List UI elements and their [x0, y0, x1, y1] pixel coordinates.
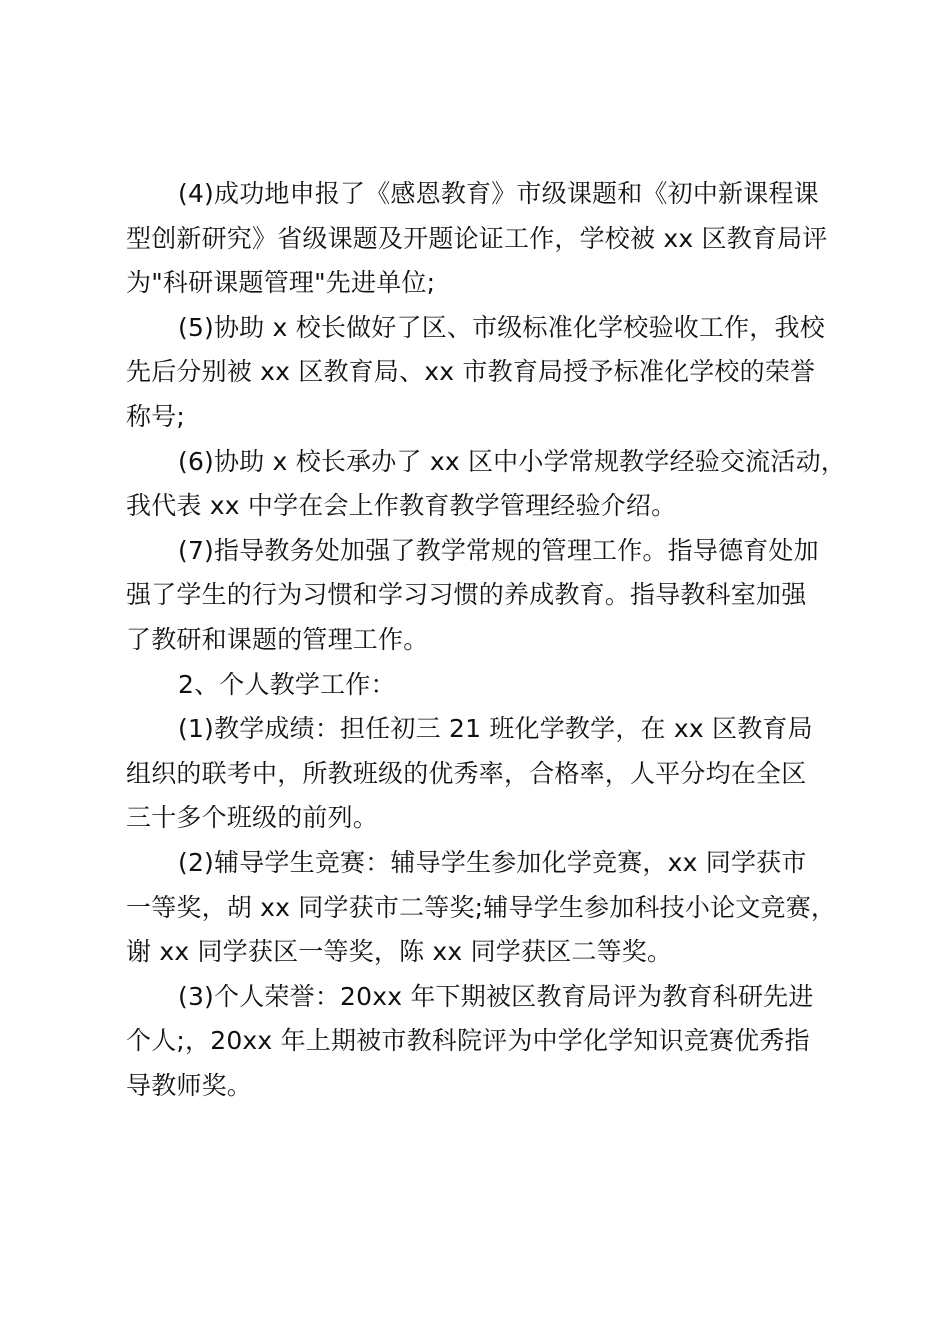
text-line: 2、个人教学工作： [178, 669, 396, 699]
text-line: (1)教学成绩：担任初三 21 班化学教学，在 xx 区教育局 [178, 714, 813, 744]
document-body [126, 172, 846, 1108]
text-line: (2)辅导学生竞赛：辅导学生参加化学竞赛，xx 同学获市 [178, 847, 807, 877]
paragraph-item-7 [126, 529, 836, 663]
text-line: (3)个人荣誉：20xx 年下期被区教育局评为教育科研先进 [178, 981, 814, 1011]
text-line: 谢 xx 同学获区一等奖，陈 xx 同学获区二等奖。 [126, 937, 673, 967]
text-line: 组织的联考中，所教班级的优秀率，合格率，人平分均在全区 [126, 758, 807, 788]
text-line: 先后分别被 xx 区教育局、xx 市教育局授予标准化学校的荣誉 [126, 357, 816, 387]
text-line: (6)协助 x 校长承办了 xx 区中小学常规教学经验交流活动， [178, 446, 846, 476]
text-line: 一等奖，胡 xx 同学获市二等奖;辅导学生参加科技小论文竞赛， [126, 892, 837, 922]
text-line: 称号; [126, 401, 186, 431]
text-line: 个人;，20xx 年上期被市教科院评为中学化学知识竞赛优秀指 [126, 1026, 810, 1056]
text-line: 导教师奖。 [126, 1070, 253, 1100]
section-heading-personal-teaching [126, 663, 836, 708]
text-line: 三十多个班级的前列。 [126, 803, 379, 833]
text-line: (5)协助 x 校长做好了区、市级标准化学校验收工作，我校 [178, 312, 825, 342]
paragraph-teaching-results [126, 707, 836, 841]
paragraph-item-4 [126, 172, 836, 306]
paragraph-personal-honors [126, 975, 836, 1109]
paragraph-student-competitions [126, 841, 836, 975]
text-line: 我代表 xx 中学在会上作教育教学管理经验介绍。 [126, 491, 677, 521]
text-line: 型创新研究》省级课题及开题论证工作，学校被 xx 区教育局评 [126, 223, 828, 253]
paragraph-item-5 [126, 306, 836, 440]
text-line: (7)指导教务处加强了教学常规的管理工作。指导德育处加 [178, 535, 819, 565]
text-line: (4)成功地申报了《感恩教育》市级课题和《初中新课程课 [178, 179, 819, 208]
text-line: 强了学生的行为习惯和学习习惯的养成教育。指导教科室加强 [126, 580, 807, 610]
paragraph-item-6 [126, 440, 846, 529]
text-line: 了教研和课题的管理工作。 [126, 624, 429, 654]
text-line: 为"科研课题管理"先进单位; [126, 268, 436, 298]
